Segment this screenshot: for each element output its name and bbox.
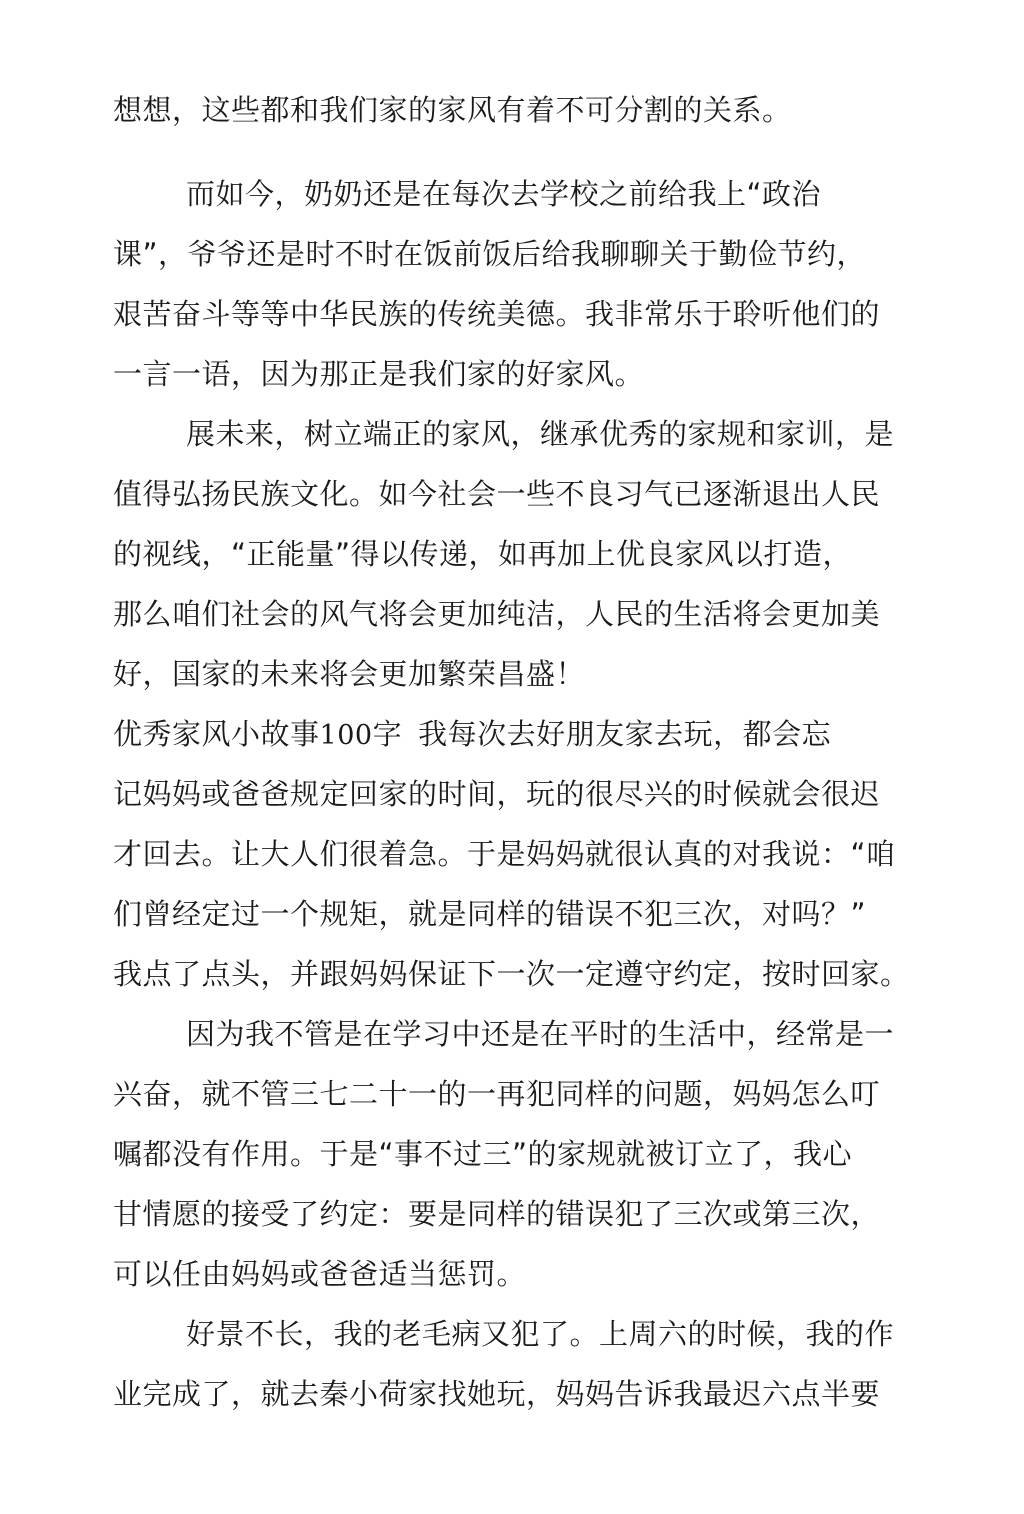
text-line-2: 而如今，奶奶还是在每次去学校之前给我上“政治 xyxy=(186,177,822,211)
story-heading-title-prefix: 优秀家风小故事 xyxy=(113,717,320,751)
story-heading-title-number: 100 xyxy=(319,720,373,751)
text-line-21: 好景不长，我的老毛病又犯了。上周六的时候，我的作 xyxy=(186,1317,895,1351)
story-heading-continuation: 我每次去好朋友家去玩，都会忘 xyxy=(418,717,832,751)
text-line-12: 记妈妈或爸爸规定回家的时间，玩的很尽兴的时候就会很迟 xyxy=(113,777,881,811)
text-line-17: 兴奋，就不管三七二十一的一再犯同样的问题，妈妈怎么叮 xyxy=(113,1077,881,1111)
text-line-4: 艰苦奋斗等等中华民族的传统美德。我非常乐于聆听他们的 xyxy=(113,297,881,331)
story-heading-title-suffix: 字 xyxy=(372,717,403,751)
text-line-5: 一言一语，因为那正是我们家的好家风。 xyxy=(113,357,645,391)
text-line-20: 可以任由妈妈或爸爸适当惩罚。 xyxy=(113,1257,527,1291)
story-heading-line xyxy=(113,714,831,754)
text-line-8: 的视线，“正能量”得以传递，如再加上优良家风以打造， xyxy=(113,537,853,571)
text-line-19: 甘情愿的接受了约定：要是同样的错误犯了三次或第三次， xyxy=(113,1197,881,1231)
text-line-15: 我点了点头，并跟妈妈保证下一次一定遵守约定，按时回家。 xyxy=(113,957,910,991)
text-line-9: 那么咱们社会的风气将会更加纯洁，人民的生活将会更加美 xyxy=(113,597,881,631)
text-line-16: 因为我不管是在学习中还是在平时的生活中，经常是一 xyxy=(186,1017,895,1051)
text-line-13: 才回去。让大人们很着急。于是妈妈就很认真的对我说：“咱 xyxy=(113,837,896,871)
text-line-22: 业完成了，就去秦小荷家找她玩，妈妈告诉我最迟六点半要 xyxy=(113,1377,881,1411)
text-line-1: 想想，这些都和我们家的家风有着不可分割的关系。 xyxy=(113,93,792,127)
text-line-7: 值得弘扬民族文化。如今社会一些不良习气已逐渐退出人民 xyxy=(113,477,881,511)
text-line-10: 好，国家的未来将会更加繁荣昌盛！ xyxy=(113,657,586,691)
text-line-6: 展未来，树立端正的家风，继承优秀的家规和家训，是 xyxy=(186,417,895,451)
text-line-3: 课”，爷爷还是时不时在饭前饭后给我聊聊关于勤俭节约， xyxy=(113,237,867,271)
text-line-18: 嘱都没有作用。于是“事不过三”的家规就被订立了，我心 xyxy=(113,1137,853,1171)
text-line-14: 们曾经定过一个规矩，就是同样的错误不犯三次，对吗？” xyxy=(113,897,867,931)
